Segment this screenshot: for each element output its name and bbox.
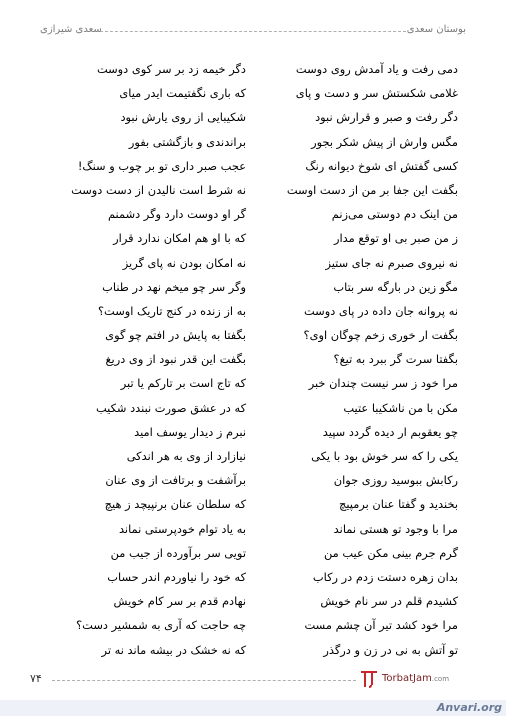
first-hemistich: رکابش ببوسید روزی جوان [333,473,458,488]
second-hemistich: به یاد توام خودپرستی نماند [118,521,246,536]
second-hemistich: براندندی و بازگشتی بفور [128,134,246,149]
second-hemistich: تویی سر برآورده از جیب من [110,545,246,560]
second-hemistich: نهادم قدم بر سر کام خویش [113,594,246,609]
second-hemistich: که خود را نیاوردم اندر حساب [107,569,246,584]
first-hemistich: گرم جرم بینی مکن عیب من [323,545,458,560]
page-number: ۷۴ [30,672,42,685]
first-hemistich: ز من صبر بی او توقع مدار [333,231,458,246]
first-hemistich: بدان زهره دستت زدم در رکاب [312,569,458,584]
second-hemistich: که سلطان عنان برنپیچد ز هیچ [104,497,246,512]
first-hemistich: بخندید و گفتا عنان برمپیچ [338,497,458,512]
verse-row [60,590,458,614]
second-hemistich: گر او دوست دارد وگر دشمنم [107,207,246,222]
verse-row [60,445,458,469]
author-name: سعدی شیرازی [40,24,102,35]
first-hemistich: کشیدم قلم در سر نام خویش [320,594,458,609]
first-hemistich: دمی رفت و یاد آمدش روی دوست [295,62,458,76]
first-hemistich: بگفت این جفا بر من از دست اوست [286,182,458,197]
second-hemistich: که در عشق صورت نبندد شکیب [96,400,246,415]
verse-row [60,421,458,445]
verse-row [60,324,458,348]
second-hemistich: دگر خیمه زد بر سر کوی دوست [96,62,246,76]
first-hemistich: مرا با وجود تو هستی نماند [333,521,458,536]
first-hemistich: من اینک دم دوستی می‌زنم [331,207,458,222]
header-divider [100,31,406,32]
verse-row [60,639,458,663]
verse-row [60,252,458,276]
second-hemistich: شکیبایی از روی یارش نبود [120,110,246,125]
verse-row [60,131,458,155]
torbatjam-logo-icon [360,670,378,688]
second-hemistich: که با او هم امکان ندارد قرار [113,231,246,246]
verse-row [60,348,458,372]
first-hemistich: مگس وارش از پیش شکر بجور [311,134,458,149]
second-hemistich: که باری نگفتیمت ایدر میای [119,86,246,101]
second-hemistich: نیازارد از وی به هر اندکی [126,449,246,463]
second-hemistich: بگفت این قدر نبود از وی دریغ [105,352,246,367]
verse-row [60,372,458,396]
first-hemistich: مکن با من ناشکیبا عتیب [343,400,458,415]
first-hemistich: چو یعقوبم ار دیده گردد سپید [322,424,458,439]
first-hemistich: نه نیروی صبرم نه جای ستیز [325,255,458,270]
verse-row [60,106,458,130]
verse-row [60,397,458,421]
verse-row [60,566,458,590]
first-hemistich: مرا خود کشد تیر آن چشم مست [304,618,458,633]
watermark-text: Anvari.org [436,701,502,714]
second-hemistich: عجب صبر داری تو بر چوب و سنگ! [77,158,246,173]
first-hemistich: کسی گفتش ای شوخ دیوانه رنگ [305,158,458,173]
verse-row [60,203,458,227]
page-footer [30,672,476,688]
first-hemistich: مگو زین در بارگه سر بتاب [333,279,458,294]
second-hemistich: به از زنده در کنج تاریک اوست؟ [97,303,246,318]
second-hemistich: برآشفت و برتافت از وی عنان [105,473,246,488]
torbatjam-logo[interactable] [360,670,476,688]
verse-row [60,518,458,542]
verse-row [60,82,458,106]
second-hemistich: که نه خشک در بیشه ماند نه تر [101,642,246,657]
watermark-bar [0,700,506,716]
verse-row [60,542,458,566]
first-hemistich: دگر رفت و صبر و قرارش نبود [315,110,458,125]
second-hemistich: بگفتا به پایش در افتم چو گوی [105,328,246,343]
poem-body [60,58,458,663]
second-hemistich: چه حاجت که آری به شمشیر دست؟ [76,618,246,633]
first-hemistich: بگفت ار خوری زخم چوگان اوی؟ [303,328,458,343]
first-hemistich: یکی را که سر خوش بود با یکی [311,449,458,463]
logo-wordmark: TorbatJam.com [382,673,450,684]
verse-row [60,614,458,638]
verse-row [60,469,458,493]
verse-row [60,276,458,300]
verse-row [60,155,458,179]
first-hemistich: بگفتا سرت گر ببرد به تیغ؟ [333,352,458,367]
first-hemistich: نه پروانه جان داده در پای دوست [304,303,458,318]
second-hemistich: نه شرط است نالیدن از دست دوست [71,182,246,197]
second-hemistich: نبرم ز دیدار یوسف امید [134,424,246,439]
verse-row [60,179,458,203]
verse-row [60,58,458,82]
second-hemistich: وگر سر چو میخم نهد در طناب [102,279,246,294]
verse-row [60,227,458,251]
second-hemistich: نه امکان بودن نه پای گریز [122,255,246,270]
verse-row [60,493,458,517]
verse-row [60,300,458,324]
first-hemistich: تو آتش به نی در زن و درگذر [323,642,458,657]
first-hemistich: مرا خود ز سر نیست چندان خبر [308,376,458,391]
first-hemistich: غلامی شکستش سر و دست و پای [295,86,458,101]
page-header [40,24,466,38]
footer-divider [52,680,356,681]
book-title: بوستان سعدی [406,24,466,35]
second-hemistich: که تاج است بر تارکم یا تبر [120,376,246,391]
